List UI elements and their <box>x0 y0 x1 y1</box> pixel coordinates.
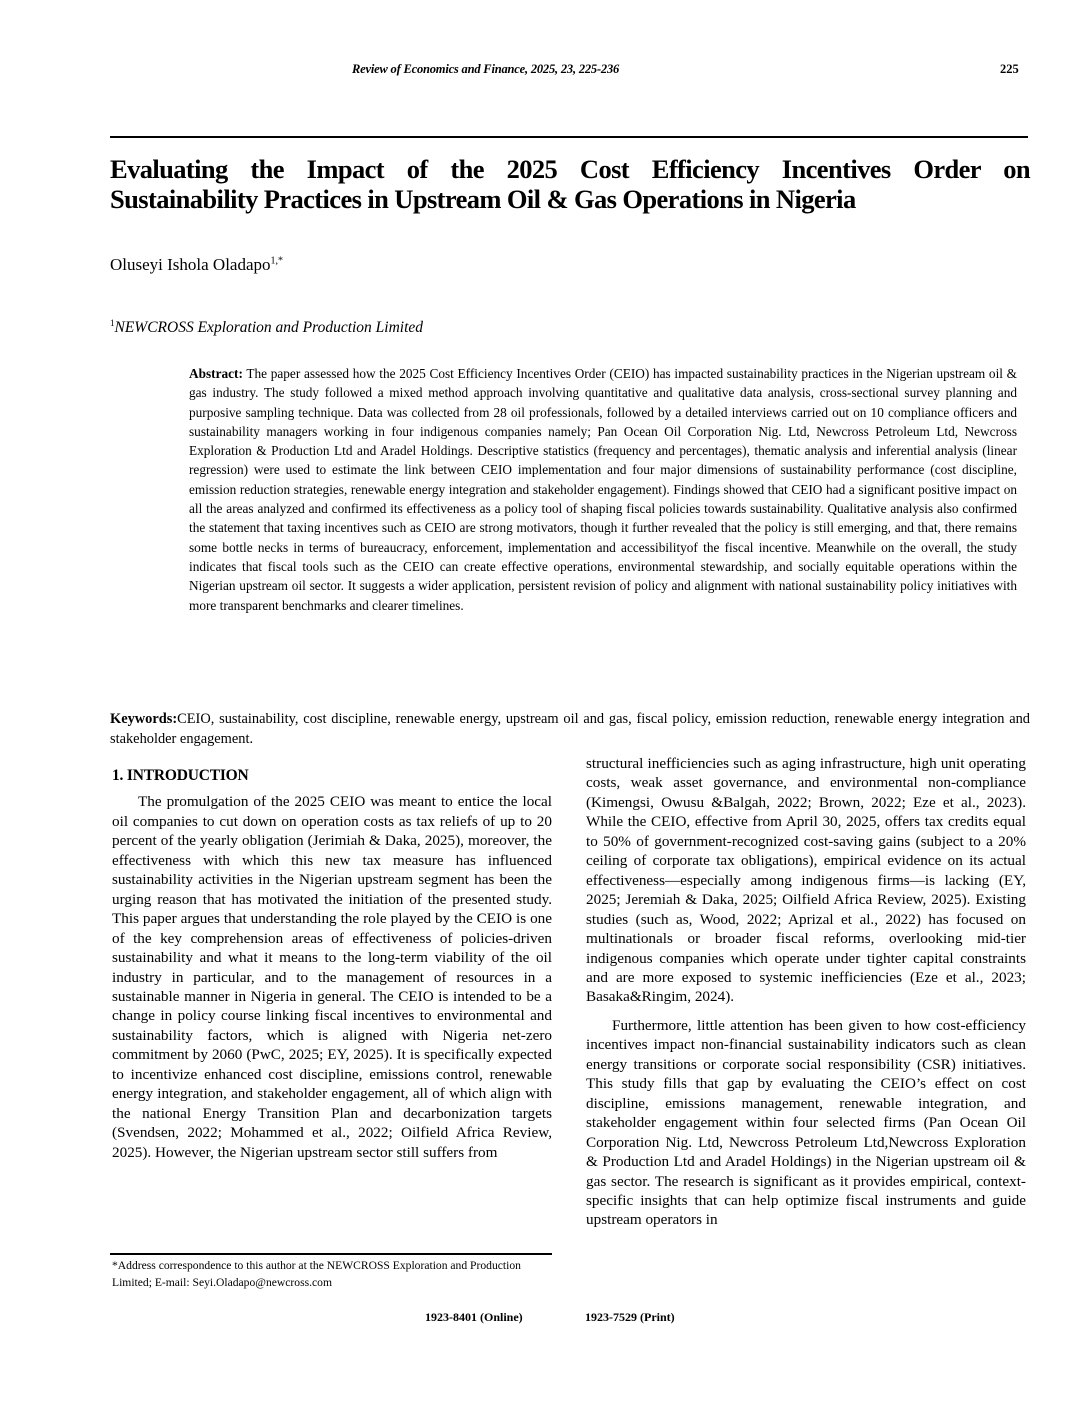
body-paragraph: structural inefficiencies such as aging infrastructure, high unit operating costs, weak asset governance, and environmental non-compliance (Kimengsi, Owusu &Balgah, 2022; Brown, 2022; Eze et al., 2023). While the CEIO, effective from April 30, 2025, offers tax credits equal to 50% of government-recognized cost-saving gains (subject to a 20% ceiling of corporate tax obligations), empirical evidence on its actual effectiveness—especially among indigenous firms—is lacking (EY, 2025; Jeremiah & Daka, 2025; Oilfield Africa Review, 2025). Existing studies (such as, Wood, 2022; Aprizal et al., 2022) has focused on multinationals or broader fiscal reforms, overlooking mid-tier indigenous companies which operate under tighter capital constraints and are more exposed to systemic inefficiencies (Eze et al., 2023; Basaka&Ringim, 2024). <box>586 755 1026 1006</box>
body-paragraph: Furthermore, little attention has been given to how cost-efficiency incentives impact non-financial sustainability indicators such as clean energy transitions or corporate social responsibility (CSR) initiatives. This study fills that gap by evaluating the CEIO’s effect on cost discipline, emissions management, renewable integration, and stakeholder engagement within four selected firms (Pan Ocean Oil Corporation Nig. Ltd, Newcross Petroleum Ltd,Newcross Exploration & Production Ltd and Aradel Holdings) in the Nigerian upstream oil & gas sector. The research is significant as it provides empirical, context-specific insights that can help optimize fiscal instruments and guide upstream operators in <box>586 1016 1026 1229</box>
author <box>110 255 283 275</box>
keywords-label: Keywords: <box>110 711 178 727</box>
issn-print: 1923-7529 (Print) <box>585 1310 675 1324</box>
abstract-text: The paper assessed how the 2025 Cost Efficiency Incentives Order (CEIO) has impacted sustainability practices in the Nigerian upstream oil & gas industry. The study followed a mixed method approach involving quantitative and qualitative data analysis, cross-sectional survey planning and purposive sampling technique. Data was collected from 28 oil professionals, followed by a detailed interviews carried out on 10 compliance officers and sustainability managers working in four indigenous companies namely; Pan Ocean Oil Corporation Nig. Ltd, Newcross Petroleum Ltd, Newcross Exploration & Production Ltd and Aradel Holdings. Descriptive statistics (frequency and percentages), thematic analysis and inferential analysis (linear regression) were used to estimate the link between CEIO implementation and four major dimensions of sustainability performance (cost discipline, emission reduction strategies, renewable energy integration and stakeholder engagement). Findings showed that CEIO had a significant positive impact on all the areas analyzed and confirmed its effectiveness as a policy tool of shaping fiscal policies towards sustainability. Qualitative analysis also confirmed the statement that taxing incentives such as CEIO are strong motivators, though it further revealed that the policy is still emerging, and that, there remains some bottle necks in terms of bureaucracy, enforcement, implementation and accessibilityof the fiscal incentive. Meanwhile on the overall, the study indicates that fiscal tools such as the CEIO can create effective operations, environmental stewardship, and socially equitable operations within the Nigerian upstream oil sector. It suggests a wider application, persistent revision of policy and alignment with national sustainability policy initiatives with more transparent benchmarks and clearer timelines. <box>189 366 1017 613</box>
title-line-2: Sustainability Practices in Upstream Oil & Gas Operations in Nigeria <box>110 184 856 214</box>
left-column <box>112 766 552 1162</box>
right-column <box>586 754 1026 1230</box>
author-name: Oluseyi Ishola Oladapo <box>110 255 271 274</box>
keywords-text: CEIO, sustainability, cost discipline, renewable energy, upstream oil and gas, fiscal policy, emission reduction, renewable energy integration and stakeholder engagement. <box>110 711 1030 747</box>
abstract-label: Abstract: <box>189 366 243 381</box>
affiliation-text: NEWCROSS Exploration and Production Limited <box>114 319 424 337</box>
section-heading: 1. INTRODUCTION <box>112 767 249 784</box>
running-head: Review of Economics and Finance, 2025, 23, 225-236 <box>352 62 620 76</box>
affiliation-mark: 1 <box>110 318 115 328</box>
abstract <box>189 364 1017 615</box>
author-marks: 1,* <box>270 255 284 267</box>
footnote-rule <box>110 1253 552 1255</box>
page-number: 225 <box>1000 62 1019 76</box>
keywords <box>110 710 1030 749</box>
footnote: *Address correspondence to this author at the NEWCROSS Exploration and Production Limited; E-mail: Seyi.Oladapo@newcross.com <box>112 1259 521 1289</box>
affiliation <box>110 318 423 337</box>
issn-online: 1923-8401 (Online) <box>425 1310 523 1324</box>
body-paragraph: The promulgation of the 2025 CEIO was meant to entice the local oil companies to cut down on operation costs as tax reliefs of up to 20 percent of the yearly obligation (Jerimiah & Daka, 2025), moreover, the effectiveness with which this new tax measure has influenced sustainability activities in the Nigerian upstream segment has been the urging reason that has motivated the initiation of the presented study. This paper argues that understanding the role played by the CEIO is one of the key comprehension areas of effectiveness of policies-driven sustainability and what it means to the long-term viability of the oil industry in particular, and to the management of resources in a sustainable manner in Nigeria in general. The CEIO is intended to be a change in policy course linking fiscal incentives to environmental and sustainability factors, which is aligned with Nigeria net-zero commitment by 2060 (PwC, 2025; EY, 2025). It is specifically expected to incentivize enhanced cost discipline, emissions control, renewable energy integration, and stakeholder engagement, all of which align with the national Energy Transition Plan and decarbonization targets (Svendsen, 2022; Mohammed et al., 2022; Oilfield Africa Review, 2025). However, the Nigerian upstream sector still suffers from <box>112 793 552 1161</box>
header-rule <box>110 136 1028 138</box>
paper-title <box>110 154 1030 214</box>
title-line-1: Evaluating the Impact of the 2025 Cost Efficiency Incentives Order on <box>110 154 1030 184</box>
